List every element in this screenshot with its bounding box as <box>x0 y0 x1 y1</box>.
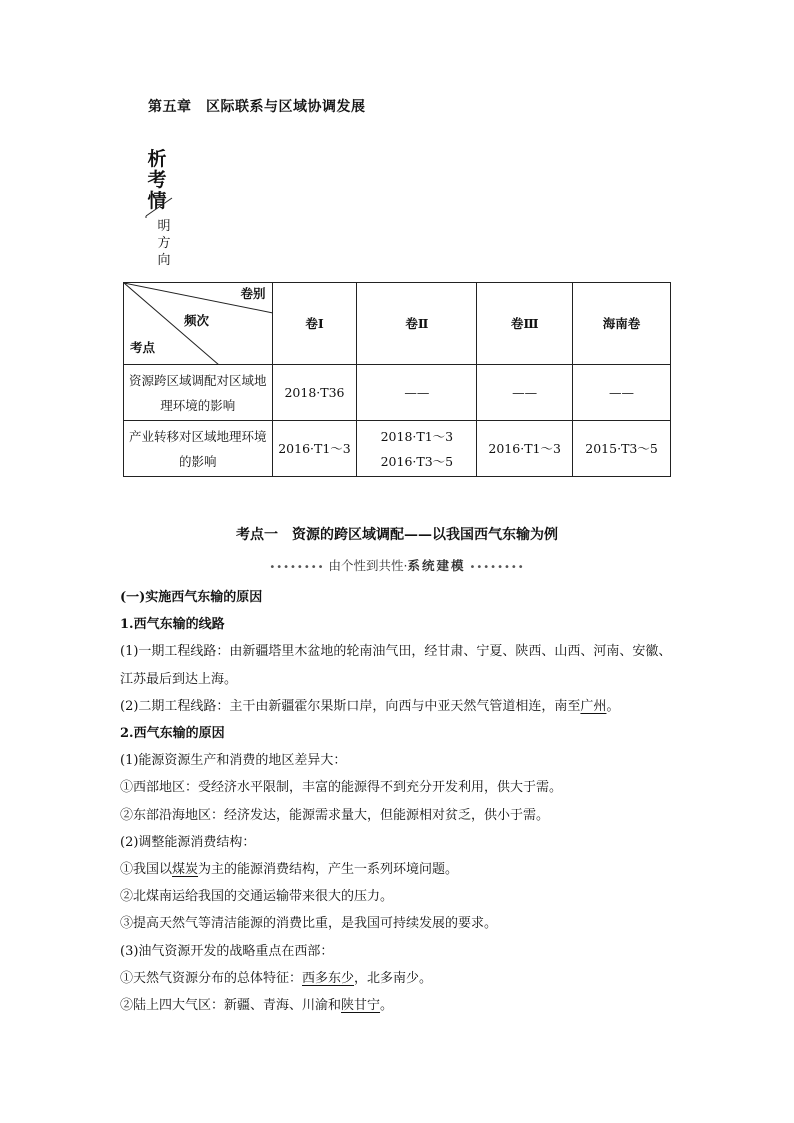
list-item: ①西部地区：受经济水平限制，丰富的能源得不到充分开发利用，供大于需。 <box>120 780 563 796</box>
badge-char: 析 <box>147 148 167 170</box>
table-cell: 2016·T1～3 <box>477 421 573 477</box>
column-header: 卷Ⅲ <box>477 283 573 365</box>
exam-frequency-table <box>123 282 671 477</box>
badge-char: 明 <box>157 219 171 234</box>
section-banner <box>0 556 794 574</box>
chapter-title: 第五章 区际联系与区域协调发展 <box>148 99 366 115</box>
table-cell: —— <box>573 365 671 421</box>
underlined-term: 西多东少 <box>302 970 355 986</box>
table-header-row <box>124 283 671 365</box>
diag-label-frequency: 频次 <box>184 313 210 328</box>
table-row <box>124 421 671 477</box>
subheading: (2)调整能源消费结构： <box>120 834 256 850</box>
badge-char: 方 <box>157 236 171 251</box>
table-cell: 2016·T1～3 <box>272 421 357 477</box>
banner-dots-right: •••••••• <box>469 562 525 573</box>
content-body <box>120 584 680 1019</box>
table-cell: 2018·T36 <box>272 365 357 421</box>
table-cell: —— <box>357 365 477 421</box>
badge-char: 考 <box>147 169 167 191</box>
heading-reasons: 2.西气东输的原因 <box>120 726 225 742</box>
diag-label-volume: 卷别 <box>240 286 266 301</box>
table-cell: 2018·T1～3 2016·T3～5 <box>357 421 477 477</box>
subheading: (3)油气资源开发的战略重点在西部： <box>120 943 334 959</box>
underlined-term: 广州 <box>580 698 607 714</box>
column-header: 卷Ⅰ <box>272 283 357 365</box>
list-item: ②北煤南运给我国的交通运输带来很大的压力。 <box>120 889 394 905</box>
banner-text: 由个性到共性· <box>328 558 408 573</box>
list-item: ③提高天然气等清洁能源的消费比重，是我国可持续发展的要求。 <box>120 916 498 932</box>
table-row <box>124 365 671 421</box>
list-item: ②东部沿海地区：经济发达，能源需求量大，但能源相对贫乏，供小于需。 <box>120 807 550 823</box>
list-item: ②陆上四大气区：新疆、青海、川渝和陕甘宁。 <box>120 998 394 1014</box>
table-cell: —— <box>477 365 573 421</box>
list-item: ①天然气资源分布的总体特征：西多东少，北多南少。 <box>120 970 433 986</box>
paragraph-phase-two: (2)二期工程线路：主干由新疆霍尔果斯口岸，向西与中亚天然气管道相连，南至广州。 <box>120 698 620 714</box>
paragraph-phase-one: (1)一期工程线路：由新疆塔里木盆地的轮南油气田，经甘肃、宁夏、陕西、山西、河南、安徽、江苏最后到达上海。 <box>120 644 672 687</box>
banner-dots-left: •••••••• <box>269 562 325 573</box>
subheading: (1)能源资源生产和消费的地区差异大： <box>120 753 347 769</box>
heading-route: 1.西气东输的线路 <box>120 617 225 633</box>
row-topic: 资源跨区域调配对区域地理环境的影响 <box>124 365 273 421</box>
column-header: 海南卷 <box>573 283 671 365</box>
underlined-term: 煤炭 <box>172 862 199 878</box>
diag-label-topic: 考点 <box>130 340 156 355</box>
banner-strong: 系统建模 <box>407 558 466 573</box>
badge-divider-icon <box>140 196 174 218</box>
badge-char: 情 <box>147 190 167 212</box>
diagonal-header-cell <box>124 283 273 365</box>
column-header: 卷Ⅱ <box>357 283 477 365</box>
underlined-term: 陕甘宁 <box>341 998 381 1014</box>
row-topic: 产业转移对区域地理环境的影响 <box>124 421 273 477</box>
list-item: ①我国以煤炭为主的能源消费结构，产生一系列环境问题。 <box>120 862 459 878</box>
section-title: 考点一 资源的跨区域调配——以我国西气东输为例 <box>236 527 558 543</box>
badge-char: 向 <box>157 253 171 268</box>
table-cell: 2015·T3～5 <box>573 421 671 477</box>
heading-causes: (一)实施西气东输的原因 <box>120 590 263 605</box>
